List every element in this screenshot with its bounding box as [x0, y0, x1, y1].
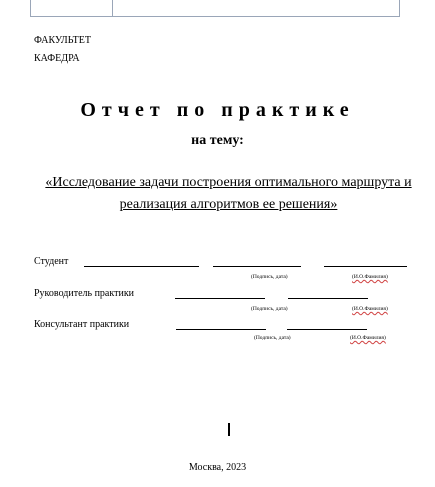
- faculty-label: ФАКУЛЬТЕТ: [34, 35, 92, 46]
- report-title: Отчет по практике: [80, 99, 355, 121]
- table-fragment: [30, 0, 400, 17]
- supervisor-sign-hint: (Подпись, дата): [251, 306, 288, 312]
- topic-line-2: реализация алгоритмов ее решения»: [119, 197, 338, 212]
- consultant-signature-line[interactable]: [176, 329, 266, 330]
- text-cursor: [228, 423, 230, 436]
- student-signature-line[interactable]: [213, 266, 301, 267]
- consultant-fio-line[interactable]: [287, 329, 367, 330]
- consultant-fio-hint: (И.О.Фамилия): [350, 335, 386, 341]
- table-column-separator: [112, 0, 113, 16]
- supervisor-label: Руководитель практики: [34, 288, 135, 299]
- city-year: Москва, 2023: [188, 462, 247, 473]
- consultant-sign-hint: (Подпись, дата): [254, 335, 291, 341]
- department-label: КАФЕДРА: [34, 53, 80, 64]
- supervisor-signature-line[interactable]: [175, 298, 265, 299]
- supervisor-fio-line[interactable]: [288, 298, 368, 299]
- consultant-label: Консультант практики: [34, 319, 130, 330]
- student-fio-hint: (И.О.Фамилия): [352, 274, 388, 280]
- student-name-line[interactable]: [84, 266, 199, 267]
- topic-line-1: «Исследование задачи построения оптимального маршрута и: [45, 175, 412, 190]
- student-label: Студент: [34, 256, 69, 267]
- supervisor-fio-hint: (И.О.Фамилия): [352, 306, 388, 312]
- student-sign-hint: (Подпись, дата): [251, 274, 288, 280]
- report-subtitle: на тему:: [191, 133, 244, 148]
- student-fio-line[interactable]: [324, 266, 407, 267]
